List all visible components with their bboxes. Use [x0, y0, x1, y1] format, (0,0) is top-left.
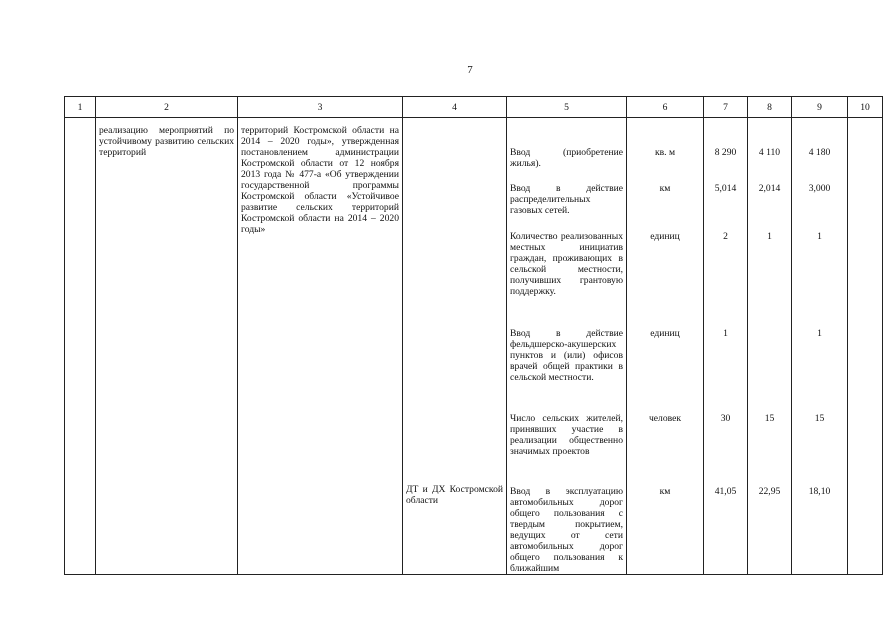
- value-7-row2: 5,014: [714, 183, 737, 194]
- page-number: 7: [467, 64, 473, 76]
- unit-3: единиц: [650, 231, 680, 242]
- header-cell: 7: [704, 97, 748, 118]
- value-7-row4: 1: [723, 328, 728, 339]
- value-9-row1: 4 180: [808, 147, 831, 158]
- col1-cell: [65, 118, 96, 575]
- value-8-row5: 15: [764, 413, 775, 424]
- value-7-row5: 30: [720, 413, 731, 424]
- value-8-row2: 2,014: [758, 183, 781, 194]
- col8-cell: [748, 118, 792, 575]
- value-8-row1: 4 110: [758, 147, 781, 158]
- col9-cell: [792, 118, 848, 575]
- value-8-row3: 1: [767, 231, 772, 242]
- header-cell: 3: [238, 97, 403, 118]
- indicator-2: Ввод в действие распределительных газовых сетей.: [510, 183, 623, 216]
- col4-cell: [403, 118, 507, 575]
- indicator-4: Ввод в действие фельдшерско-акушерских пунктов и (или) офисов врачей общей практики в сельской местности.: [510, 328, 623, 383]
- indicator-6: Ввод в эксплуатацию автомобильных дорог общего пользования с твердым покрытием, ведущих от сети автомобильных дорог общего пользования к ближайшим: [510, 486, 623, 574]
- col10-cell: [848, 118, 883, 575]
- program-table: [64, 96, 883, 575]
- col7-cell: [704, 118, 748, 575]
- unit-1: кв. м: [654, 147, 676, 158]
- header-cell: 1: [65, 97, 96, 118]
- col3-cell: территорий Костромской области на 2014 – 2020 годы», утвержденная постановлением администрации Костромской области от 12 ноября 2013 года № 477-а «Об утверждении государственной программы Костромской области «Устойчивое развитие сельских территорий Костромской области на 2014 – 2020 годы»: [238, 118, 403, 575]
- header-cell: 5: [507, 97, 627, 118]
- header-cell: 6: [627, 97, 704, 118]
- col5-cell: [507, 118, 627, 575]
- header-cell: 8: [748, 97, 792, 118]
- col6-cell: [627, 118, 704, 575]
- table-row: [65, 118, 883, 575]
- value-8-row6: 22,95: [758, 486, 781, 497]
- unit-4: единиц: [650, 328, 680, 339]
- responsible-executor: ДТ и ДХ Костромской области: [406, 484, 503, 506]
- value-9-row3: 1: [817, 231, 822, 242]
- unit-6: км: [659, 486, 671, 497]
- header-cell: 10: [848, 97, 883, 118]
- header-row: [65, 97, 883, 118]
- unit-5: человек: [648, 413, 682, 424]
- value-9-row6: 18,10: [808, 486, 831, 497]
- value-9-row5: 15: [814, 413, 825, 424]
- value-7-row6: 41,05: [714, 486, 737, 497]
- value-9-row2: 3,000: [808, 183, 831, 194]
- value-9-row4: 1: [817, 328, 822, 339]
- value-7-row3: 2: [723, 231, 728, 242]
- indicator-1: Ввод (приобретение жилья).: [510, 147, 623, 169]
- unit-2: км: [659, 183, 671, 194]
- indicator-3: Количество реализованных местных инициатив граждан, проживающих в сельской местности, получивших грантовую поддержку.: [510, 231, 623, 297]
- header-cell: 2: [96, 97, 238, 118]
- indicator-5: Число сельских жителей, принявших участие в реализации общественно значимых проектов: [510, 413, 623, 457]
- header-cell: 9: [792, 97, 848, 118]
- header-cell: 4: [403, 97, 507, 118]
- value-7-row1: 8 290: [714, 147, 737, 158]
- col2-cell: реализацию мероприятий по устойчивому развитию сельских территорий: [96, 118, 238, 575]
